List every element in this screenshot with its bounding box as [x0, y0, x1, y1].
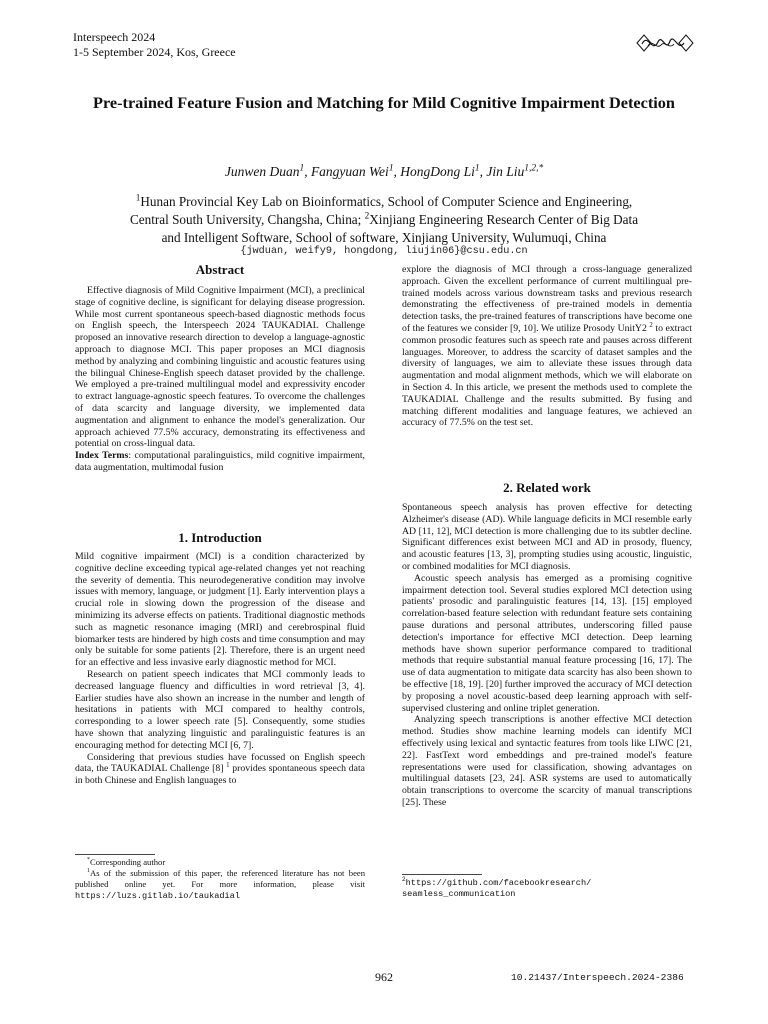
introduction-body — [75, 551, 365, 787]
paragraph: Spontaneous speech analysis has proven effective for detecting Alzheimer's disease (AD). While language deficits in MCI resemble early AD [11, 12], MCI detection is more challenging due to its subtler decline. Significant differences exist between MCI and AD in prosody, fluency, and acoustic features [13, 3], prompting studies using acoustic, linguistic, or combined modalities for MCI diagnosis. — [402, 502, 692, 572]
paragraph: Research on patient speech indicates that MCI commonly leads to decreased language fluency and difficulties in word retrieval [3, 4]. Earlier studies have also shown an increase in the number and length of hesitations in patients with MCI compared to healthy controls, corresponding to a lower speech rate [5]. Consequently, some studies have shown that analyzing linguistic and paralinguistic features is an encouraging method for detecting MCI [6, 7]. — [75, 668, 365, 751]
abstract-text: Effective diagnosis of Mild Cognitive Impairment (MCI), a preclinical stage of cognitive decline, is significant for delaying disease progression. While most current spontaneous speech-based diagnostic methods focus on English speech, the Interspeech 2024 TAUKADIAL Challenge proposed an innovative research direction to develop a language-agnostic approach to diagnose MCI. This paper proposes an MCI diagnosis method by analyzing and combining linguistic and acoustic features using the bilingual Chinese-English speech dataset provided by the challenge. We employed a pre-trained multilingual model and expressivity encoder to extract language-agnostic speech features. To overcome the challenges of data scarcity and language diversity, we implemented data augmentation and alignment to enhance the model's generalization. Our approach achieved 77.5% accuracy, demonstrating its effectiveness and potential on cross-lingual data. — [75, 285, 365, 450]
footnote-rule — [402, 874, 482, 875]
section-heading-related-work: 2. Related work — [503, 480, 591, 495]
paragraph: Analyzing speech transcriptions is another effective MCI detection method. Studies show machine learning models can identify MCI effectively using lexical and syntactic features from tools like LIWC [21, 22]. FastText word embeddings and pre-trained model's feature representations were used for classification, showing advantages on multilingual datasets [23, 24]. ASR systems are used to automatically obtain transcriptions to overcome the scarcity of manual transcriptions [25]. These — [402, 714, 692, 808]
doi-link[interactable]: 10.21437/Interspeech.2024-2386 — [511, 972, 684, 983]
page-number: 962 — [375, 970, 393, 984]
footnote-right[interactable]: $^2$https://github.com/facebookresearch/ seamless_communication — [402, 878, 692, 900]
index-terms-label: Index Terms — [75, 450, 129, 462]
interspeech-logo-icon — [634, 28, 696, 58]
author-name: Jin Liu — [486, 164, 525, 179]
footnote: $^1$As of the submission of this paper, the referenced literature has not been published online yet. For more information, please visit https://luzs.gitlab.io/taukadial — [75, 868, 365, 901]
author-affiliation-mark: 1 — [299, 163, 305, 174]
footnote-mark: 2 — [649, 321, 653, 329]
affiliation-line: and Intelligent Software, School of software, Xinjiang University, Wulumuqi, China — [161, 230, 607, 245]
author-name: Junwen Duan — [224, 164, 300, 179]
author-affiliation-mark: 1 — [388, 163, 394, 174]
affiliations: $^1$Hunan Provincial Key Lab on Bioinformatics, School of Computer Science and Engineering, Central South University, Changsha, China; $^2$Xinjiang Engineering Research Center of Big Data and Intelligent Software, School of software, Xinjiang University, Wulumuqi, China — [129, 192, 639, 245]
paper-title: Pre-trained Feature Fusion and Matching for Mild Cognitive Impairment Detection — [93, 93, 675, 112]
conference-location: 1-5 September 2024, Kos, Greece — [73, 45, 236, 59]
index-terms — [75, 450, 365, 474]
affiliation-line: Hunan Provincial Key Lab on Bioinformatics, School of Computer Science and Engineering, — [140, 194, 633, 209]
paragraph: Considering that previous studies have focussed on English speech data, the TAUKADIAL Challenge [8] $^1$ provides spontaneous speech data in both Chinese and English languages to — [75, 751, 365, 787]
footnote-link[interactable]: https://luzs.gitlab.io/taukadial — [75, 891, 241, 901]
footnote-link[interactable]: seamless_communication — [402, 889, 516, 899]
author-name: HongDong Li — [400, 164, 475, 179]
author-list: Junwen Duan$^1$, Fangyuan Wei$^1$, HongDong Li$^1$, Jin Liu$^{1,2,*}$ — [224, 163, 544, 179]
paragraph: Mild cognitive impairment (MCI) is a condition characterized by cognitive decline exceeding typical age-related changes yet not reaching the severity of dementia. This neurodegenerative condition may involve issues with memory, language, or judgment [1]. Early intervention plays a crucial role in slowing down the progression of the disease and minimizing its adverse effects on patients. Traditional diagnostic methods such as magnetic resonance imaging (MRI) and cerebrospinal fluid biomarker tests are hindered by high costs and time consumption and may only be suitable for some patients [2]. Therefore, there is an urgent need for an effective and less invasive early diagnostic method for MCI. — [75, 551, 365, 669]
related-work-body — [402, 502, 692, 809]
footnote-link[interactable]: https://github.com/facebookresearch/ — [405, 878, 592, 888]
paragraph: explore the diagnosis of MCI through a cross-language generalized approach. Given the excellent performance of current multilingual pre-trained models across various downstream tasks and previous research demonstrating the effectiveness of pre-trained models in dementia detection tasks, the pre-trained features of transcriptions have become one of the features we consider [9, 10]. We utilize Prosody UnitY2 $^2$ to extract common prosodic features such as speech rate and pauses across different languages. Moreover, to address the scarcity of dataset samples and the diversity of languages, we aim to alleviate these issues through data augmentation and modal alignment methods, which we will elaborate on in Section 4. In this article, we present the methods used to complete the TAUKADIAL Challenge and the results submitted. By fusing and matching different modalities and language features, we achieved an accuracy of 77.5% on the test set. — [402, 264, 693, 429]
footnotes-left — [75, 857, 365, 902]
footnote: *Corresponding author — [87, 857, 166, 867]
section-heading-introduction: 1. Introduction — [178, 530, 262, 545]
conference-name: Interspeech 2024 — [73, 30, 156, 44]
footnote-rule — [75, 854, 155, 855]
conference-header — [73, 30, 236, 60]
abstract-body — [75, 285, 365, 474]
author-affiliation-mark: 1 — [474, 163, 480, 174]
index-terms-text: : computational paralinguistics, mild cognitive impairment, data augmentation, multimodal fusion — [75, 450, 365, 473]
abstract-heading: Abstract — [195, 262, 245, 277]
affiliation-line: Central South University, Changsha, China; — [129, 212, 365, 227]
footnote-mark: 1 — [226, 762, 230, 770]
affiliation-line: Xinjiang Engineering Research Center of Big Data — [369, 212, 639, 227]
author-name: Fangyuan Wei — [310, 164, 389, 179]
paragraph: Acoustic speech analysis has emerged as a promising cognitive impairment detection tool. Several studies explored MCI detection using patients' prosodic and paralinguistic features [14, 13]. [15] employed correlation-based feature selection with redundant feature sets containing pause durations and personal attributes, underscoring filled pause detection's importance for effective MCI detection. Deep learning methods have shown superior performance compared to traditional methods that require substantial manual feature processing [16, 17]. The use of data augmentation to mitigate data scarcity has also been shown to be effective [18, 19]. [20] further improved the accuracy of MCI detection by proposing a novel acoustic-based deep learning approach with self-supervised clustering and online triplet generation. — [402, 572, 692, 714]
author-emails: {jwduan, weify9, hongdong, liujin06}@csu.edu.cn — [240, 246, 528, 257]
right-column-body — [402, 264, 692, 429]
author-affiliation-mark: 1,2,* — [524, 163, 544, 174]
